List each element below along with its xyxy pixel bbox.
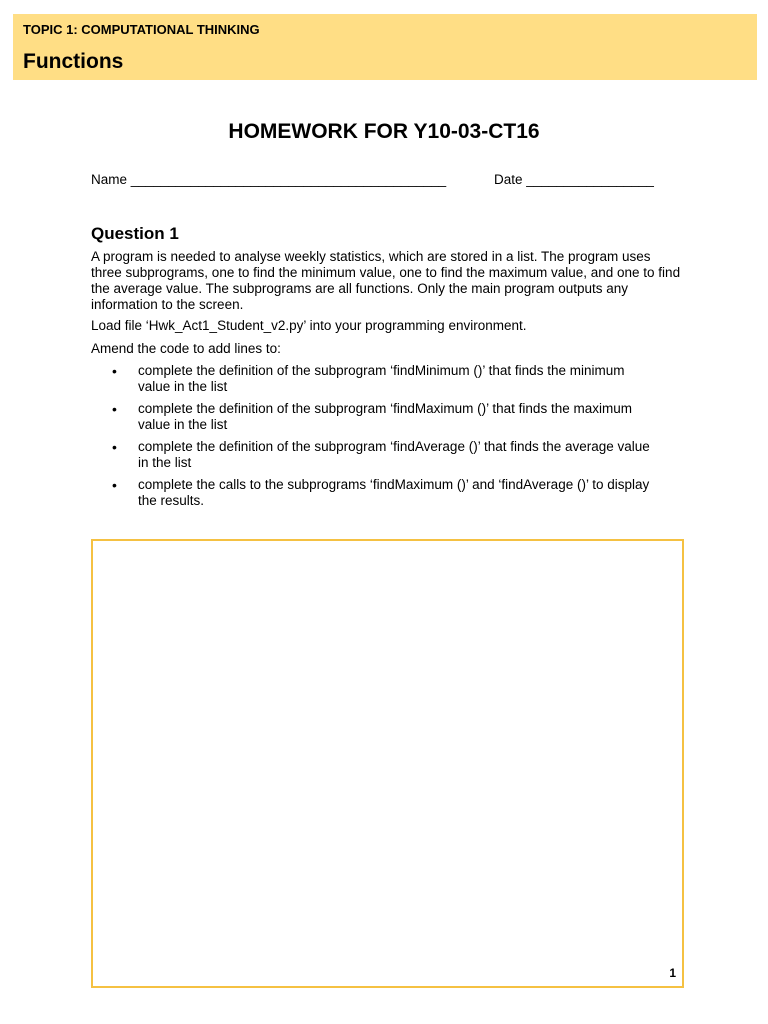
name-field[interactable]: Name __________________________________________ — [91, 172, 447, 187]
document-title: HOMEWORK FOR Y10-03-CT16 — [228, 120, 540, 143]
question-intro: A program is needed to analyse weekly statistics, which are stored in a list. The program uses three subprograms, one to find the minimum value, one to find the maximum value, and one to find the average value. The subprograms are all functions. Only the main program outputs any information to the screen. — [91, 249, 681, 312]
list-item — [91, 363, 658, 395]
task-text: complete the calls to the subprograms ‘findMaximum ()’ and ‘findAverage ()’ to display the results. — [138, 477, 650, 508]
task-list — [91, 363, 683, 515]
list-item — [91, 439, 658, 471]
task-text: complete the definition of the subprogram ‘findAverage ()’ that finds the average value in the list — [138, 439, 650, 470]
bullet-icon: • — [112, 439, 117, 455]
question-heading: Question 1 — [91, 224, 179, 243]
date-field[interactable]: Date _________________ — [494, 172, 654, 187]
header-band — [13, 14, 757, 80]
list-item — [91, 401, 658, 433]
task-text: complete the definition of the subprogram ‘findMaximum ()’ that finds the maximum value in the list — [138, 401, 632, 432]
page-number: 1 — [669, 966, 676, 980]
bullet-icon: • — [112, 363, 117, 379]
load-instruction: Load file ‘Hwk_Act1_Student_v2.py’ into your programming environment. — [91, 318, 527, 333]
amend-instruction: Amend the code to add lines to: — [91, 341, 281, 356]
unit-title: Functions — [23, 50, 124, 73]
bullet-icon: • — [112, 477, 117, 493]
task-text: complete the definition of the subprogram ‘findMinimum ()’ that finds the minimum value in the list — [138, 363, 625, 394]
list-item — [91, 477, 658, 509]
answer-box[interactable] — [91, 539, 684, 988]
bullet-icon: • — [112, 401, 117, 417]
topic-label: TOPIC 1: COMPUTATIONAL THINKING — [23, 22, 260, 37]
